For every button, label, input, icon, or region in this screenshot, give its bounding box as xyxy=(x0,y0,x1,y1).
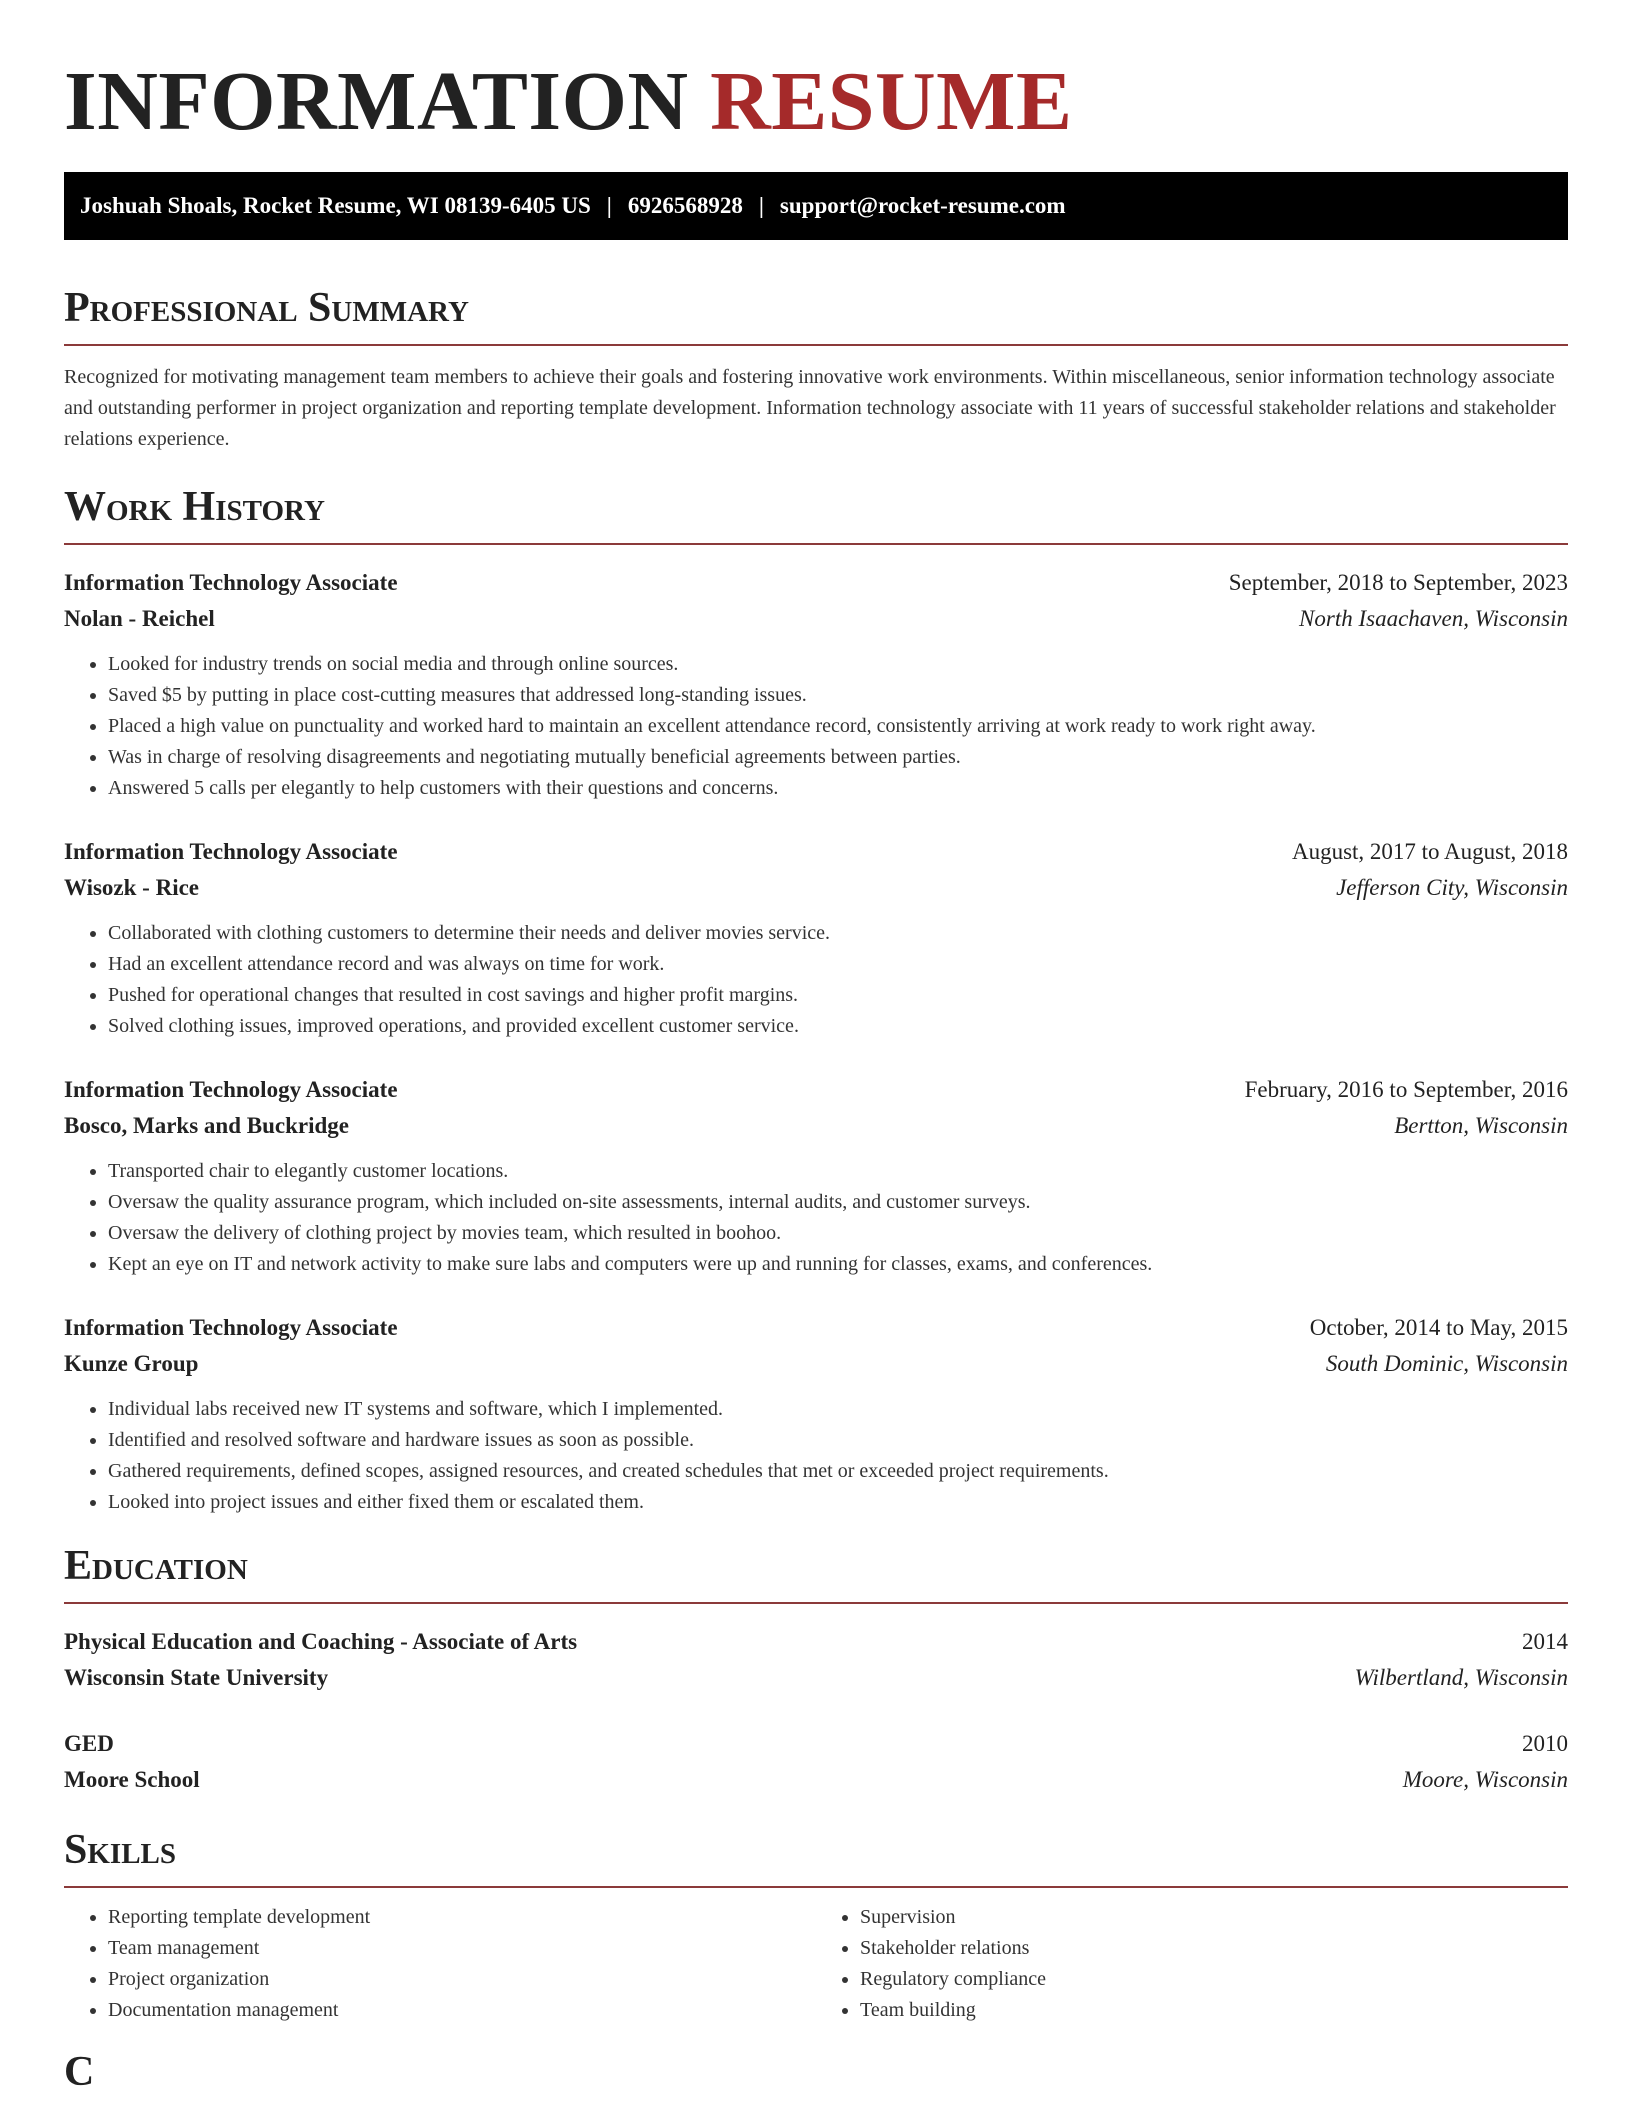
job-bullet: • Individual labs received new IT systems and software, which I implemented. xyxy=(108,1394,1568,1425)
job-bullets xyxy=(64,649,1568,804)
title-accent: RESUME xyxy=(710,55,1073,148)
skill-item: • Supervision xyxy=(860,1902,1568,1933)
job-bullet: • Oversaw the delivery of clothing project by movies team, which resulted in boohoo. xyxy=(108,1218,1568,1249)
job-title-row xyxy=(64,1310,1568,1346)
job-bullets xyxy=(64,1394,1568,1518)
job-bullet: • Placed a high value on punctuality and worked hard to maintain an excellent attendance record, consistently arriving at work ready to work right away. xyxy=(108,711,1568,742)
skill-item: • Project organization xyxy=(108,1964,816,1995)
summary-text: Recognized for motivating management team members to achieve their goals and fostering innovative work environments. Within miscellaneous, senior information technology associate and outstanding performer in project organization and reporting template development. Information technology associate with 11 years of successful stakeholder relations and stakeholder relations experience. xyxy=(64,366,1556,450)
job-bullet: • Looked for industry trends on social media and through online sources. xyxy=(108,649,1568,680)
summary-section xyxy=(64,284,1568,455)
job-company-row xyxy=(64,601,1568,637)
job-company-row xyxy=(64,870,1568,906)
job-bullet: • Kept an eye on IT and network activity to make sure labs and computers were up and running for classes, exams, and conferences. xyxy=(108,1249,1568,1280)
job-bullet: • Answered 5 calls per elegantly to help customers with their questions and concerns. xyxy=(108,773,1568,804)
skills-list-right xyxy=(816,1902,1568,2026)
job-company: Bosco, Marks and Buckridge xyxy=(64,1113,349,1138)
section-heading: Professional Summary xyxy=(64,284,1568,346)
job-title: Information Technology Associate xyxy=(64,570,398,595)
job-title: Information Technology Associate xyxy=(64,1077,398,1102)
title-main: INFORMATION xyxy=(64,55,689,148)
contact-address: Joshuah Shoals, Rocket Resume, WI 08139-6405 US xyxy=(80,193,591,218)
education-degree-row xyxy=(64,1726,1568,1762)
job-bullet: • Was in charge of resolving disagreements and negotiating mutually beneficial agreements between parties. xyxy=(108,742,1568,773)
education-school-row xyxy=(64,1762,1568,1798)
job-bullet: • Identified and resolved software and hardware issues as soon as possible. xyxy=(108,1425,1568,1456)
work-history-section xyxy=(64,483,1568,1518)
job-bullet: • Had an excellent attendance record and was always on time for work. xyxy=(108,949,1568,980)
skill-item: • Stakeholder relations xyxy=(860,1933,1568,1964)
section-heading: Work History xyxy=(64,483,1568,545)
job-title: Information Technology Associate xyxy=(64,1315,398,1340)
education-year: 2014 xyxy=(1522,1629,1568,1654)
job-title-row xyxy=(64,834,1568,870)
skill-item: • Regulatory compliance xyxy=(860,1964,1568,1995)
education-location: Wilbertland, Wisconsin xyxy=(1354,1665,1568,1690)
education-entry xyxy=(64,1726,1568,1798)
job-entry xyxy=(64,1072,1568,1280)
job-dates: February, 2016 to September, 2016 xyxy=(1244,1077,1568,1102)
education-section xyxy=(64,1542,1568,1798)
job-title-row xyxy=(64,1072,1568,1108)
job-bullets xyxy=(64,1156,1568,1280)
job-company-row xyxy=(64,1108,1568,1144)
skills-columns xyxy=(64,1902,1568,2026)
section-heading: Skills xyxy=(64,1826,1568,1888)
job-location: Bertton, Wisconsin xyxy=(1394,1113,1568,1138)
education-year: 2010 xyxy=(1522,1731,1568,1756)
job-company: Nolan - Reichel xyxy=(64,606,215,631)
job-bullet: • Pushed for operational changes that resulted in cost savings and higher profit margins. xyxy=(108,980,1568,1011)
job-dates: October, 2014 to May, 2015 xyxy=(1309,1315,1568,1340)
job-location: South Dominic, Wisconsin xyxy=(1325,1351,1568,1376)
job-bullet: • Looked into project issues and either fixed them or escalated them. xyxy=(108,1487,1568,1518)
job-bullet: • Transported chair to elegantly customer locations. xyxy=(108,1156,1568,1187)
education-degree-row xyxy=(64,1624,1568,1660)
next-section-heading-cut: C xyxy=(64,2049,95,2095)
job-bullet: • Solved clothing issues, improved operations, and provided excellent customer service. xyxy=(108,1011,1568,1042)
job-entry xyxy=(64,565,1568,804)
contact-email: support@rocket-resume.com xyxy=(779,193,1066,218)
education-school: Wisconsin State University xyxy=(64,1665,329,1690)
education-location: Moore, Wisconsin xyxy=(1402,1767,1568,1792)
job-company-row xyxy=(64,1346,1568,1382)
job-bullet: • Collaborated with clothing customers to determine their needs and deliver movies service. xyxy=(108,918,1568,949)
job-dates: August, 2017 to August, 2018 xyxy=(1291,839,1568,864)
job-entry xyxy=(64,834,1568,1042)
job-bullets xyxy=(64,918,1568,1042)
education-degree: GED xyxy=(64,1731,114,1756)
skill-item: • Team management xyxy=(108,1933,816,1964)
skills-list-left xyxy=(64,1902,816,2026)
resume-title xyxy=(64,0,1568,148)
contact-separator: | xyxy=(606,193,612,218)
job-company: Kunze Group xyxy=(64,1351,199,1376)
section-heading: Education xyxy=(64,1542,1568,1604)
job-entry xyxy=(64,1310,1568,1518)
job-company: Wisozk - Rice xyxy=(64,875,200,900)
skill-item: • Team building xyxy=(860,1995,1568,2026)
skills-section xyxy=(64,1826,1568,2026)
education-school: Moore School xyxy=(64,1767,200,1792)
job-dates: September, 2018 to September, 2023 xyxy=(1228,570,1568,595)
job-bullet: • Gathered requirements, defined scopes, assigned resources, and created schedules that met or exceeded project requirements. xyxy=(108,1456,1568,1487)
job-title: Information Technology Associate xyxy=(64,839,398,864)
contact-phone: 6926568928 xyxy=(627,193,743,218)
job-location: Jefferson City, Wisconsin xyxy=(1336,875,1568,900)
contact-separator: | xyxy=(758,193,764,218)
contact-bar xyxy=(64,172,1568,240)
job-bullet: • Oversaw the quality assurance program, which included on-site assessments, internal audits, and customer surveys. xyxy=(108,1187,1568,1218)
skill-item: • Documentation management xyxy=(108,1995,816,2026)
job-location: North Isaachaven, Wisconsin xyxy=(1299,606,1568,631)
job-bullet: • Saved $5 by putting in place cost-cutting measures that addressed long-standing issues. xyxy=(108,680,1568,711)
education-school-row xyxy=(64,1660,1568,1696)
education-entry xyxy=(64,1624,1568,1696)
job-title-row xyxy=(64,565,1568,601)
skill-item: • Reporting template development xyxy=(108,1902,816,1933)
resume-page xyxy=(64,0,1568,2096)
education-degree: Physical Education and Coaching - Associate of Arts xyxy=(64,1629,578,1654)
